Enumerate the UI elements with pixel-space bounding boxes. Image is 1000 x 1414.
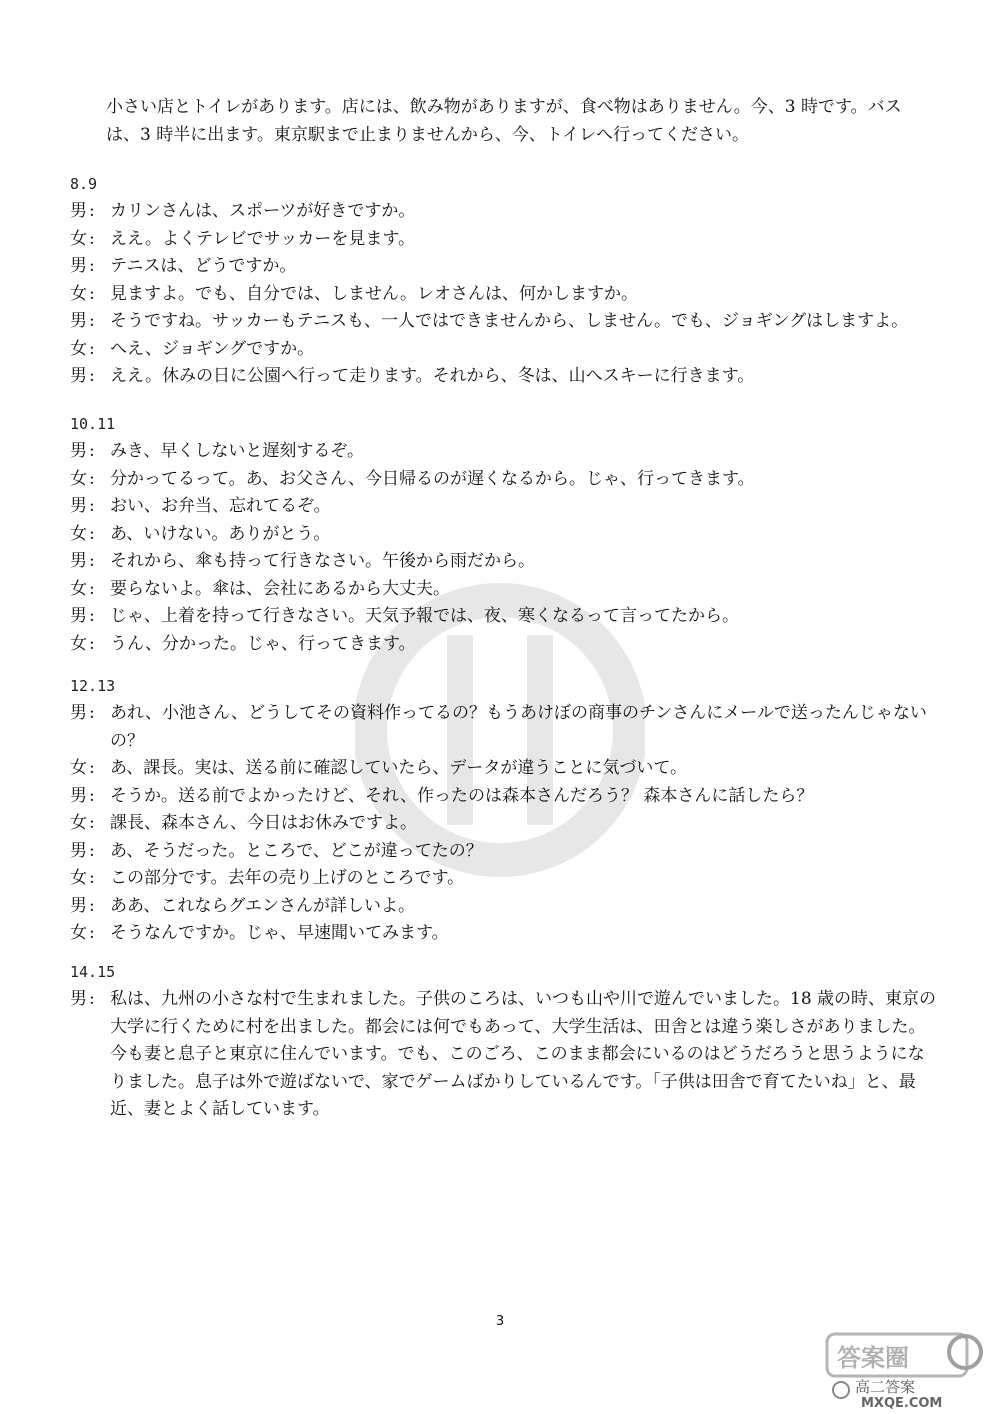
dialogue-line <box>70 986 938 1124</box>
speaker-name: 女 <box>70 578 87 599</box>
speaker-name: 女 <box>70 468 87 489</box>
speaker-name: 男 <box>70 840 87 861</box>
dialogue-text: そうか。送る前でよかったけど、それ、作ったのは森本さんだろう？ 森本さんに話したら？ <box>110 785 814 806</box>
speaker-label: 女 : <box>70 578 95 599</box>
dialogue-text: 課長、森本さん、今日はお休みですよ。 <box>110 813 418 833</box>
dialogue-line <box>70 198 938 226</box>
speaker-name: 男 <box>70 441 87 461</box>
speaker-name: 男 <box>70 703 87 723</box>
dialogue-section <box>70 958 938 1124</box>
speaker-name: 男 <box>70 201 87 221</box>
dialogue-line <box>70 548 938 576</box>
speaker-label: 女 : <box>70 813 95 833</box>
speaker-name: 男 <box>70 311 87 331</box>
section-number: 14.15 <box>70 963 116 981</box>
dialogue-text: へえ、ジョギングですか。 <box>110 338 315 359</box>
intro-line-1: 小さい店とトイレがあります。店には、飲み物がありますが、食べ物はありません。今、3 時です。バス <box>106 97 902 117</box>
dialogue-line <box>70 893 938 921</box>
section-number: 10.11 <box>70 415 116 433</box>
page-number: 3 <box>495 1314 505 1329</box>
speaker-label: 男 : <box>70 551 95 571</box>
dialogue-line <box>70 783 938 811</box>
dialogue-line <box>70 493 938 521</box>
speaker-name: 女 <box>70 228 87 249</box>
dialogue-text: あ、課長。実は、送る前に確認していたら、データが違うことに気づいて。 <box>110 758 687 778</box>
speaker-label: 女 : <box>70 228 95 249</box>
dialogue-line <box>70 466 938 494</box>
dialogue-line <box>70 838 938 866</box>
speaker-name: 男 <box>70 551 87 571</box>
speaker-name: 女 <box>70 758 87 778</box>
speaker-label: 男 : <box>70 895 95 916</box>
dialogue-text: それから、傘も持って行きなさい。午後から雨だから。 <box>110 551 535 571</box>
dialogue-text: この部分です。去年の売り上げのところです。 <box>110 868 465 888</box>
dialogue-section <box>70 672 938 948</box>
speaker-name: 男 <box>70 496 87 516</box>
intro-line-2: は、3 時半に出ます。東京駅まで止まりませんから、今、トイレへ行ってください。 <box>106 125 750 145</box>
dialogue-line <box>70 631 938 659</box>
speaker-name: 女 <box>70 868 87 888</box>
speaker-name: 女 <box>70 633 87 654</box>
speaker-label: 男 : <box>70 366 95 386</box>
dialogue-line <box>70 253 938 281</box>
dialogue-text: ええ。休みの日に公園へ行って走ります。それから、冬は、山へスキーに行きます。 <box>110 366 755 386</box>
dialogue-line <box>70 308 938 336</box>
speaker-label: 男 : <box>70 201 95 221</box>
speaker-label: 男 : <box>70 703 95 723</box>
speaker-label: 男 : <box>70 606 95 626</box>
dialogue-text: あれ、小池さん、どうしてその資料作ってるの？もうあけぼの商事のチンさんにメールで送ったんじゃないの？ <box>110 703 927 751</box>
section-number: 8.9 <box>70 175 98 193</box>
speaker-label: 女 : <box>70 923 95 943</box>
dialogue-text: そうですね。サッカーもテニスも、一人ではできませんから、しません。でも、ジョギングはしますよ。 <box>110 311 909 331</box>
speaker-label: 男 : <box>70 989 95 1009</box>
speaker-name: 女 <box>70 923 87 943</box>
dialogue-text: 分かってるって。あ、お父さん、今日帰るのが遅くなるから。じゃ、行ってきます。 <box>110 468 755 489</box>
speaker-name: 男 <box>70 785 87 806</box>
site-logo <box>825 1330 990 1410</box>
speaker-label: 男 : <box>70 785 95 806</box>
dialogue-text: 要らないよ。傘は、会社にあるから大丈夫。 <box>110 578 450 599</box>
dialogue-text: うん、分かった。じゃ、行ってきます。 <box>110 633 416 654</box>
speaker-label: 女 : <box>70 338 95 359</box>
logo-site-text: MXQE.COM <box>861 1396 943 1410</box>
speaker-name: 男 <box>70 256 87 276</box>
speaker-label: 男 : <box>70 256 95 276</box>
dialogue-section <box>70 410 938 658</box>
section-number: 12.13 <box>70 677 116 695</box>
dialogue-line <box>70 603 938 631</box>
dialogue-text: あ、そうだった。ところで、どこが違ってたの？ <box>110 840 483 861</box>
dialogue-line <box>70 363 938 391</box>
dialogue-line <box>70 810 938 838</box>
dialogue-line <box>70 920 938 948</box>
speaker-label: 男 : <box>70 496 95 516</box>
dialogue-line <box>70 521 938 549</box>
speaker-name: 女 <box>70 283 87 304</box>
dialogue-section <box>70 170 938 391</box>
speaker-name: 男 <box>70 895 87 916</box>
speaker-name: 男 <box>70 989 87 1009</box>
dialogue-text: ああ、これならグエンさんが詳しいよ。 <box>110 895 415 916</box>
dialogue-text: カリンさんは、スポーツが好きですか。 <box>110 201 416 221</box>
speaker-name: 女 <box>70 338 87 359</box>
dialogue-line <box>70 281 938 309</box>
dialogue-text: 私は、九州の小さな村で生まれました。子供のころは、いつも山や川で遊んでいました。18 歳の時、東京の大学に行くために村を出ました。都会には何でもあって、大学生活は、田舎とは違う楽しさがありました。今も妻と息子と東京に住んでいます。でも、このごろ、このまま都会にいるのはどうだろうと思うようになりました。息子は外で遊ばないで、家でゲームばかりしているんです。「子供は田舎で育てたいね」と、最近、妻とよく話しています。 <box>110 989 937 1119</box>
dialogue-text: テニスは、どうですか。 <box>110 256 297 276</box>
speaker-label: 女 : <box>70 468 95 489</box>
dialogue-text: じゃ、上着を持って行きなさい。天気予報では、夜、寒くなるって言ってたから。 <box>110 606 739 626</box>
dialogue-line <box>70 438 938 466</box>
speaker-label: 男 : <box>70 311 95 331</box>
dialogue-line <box>70 700 938 755</box>
speaker-label: 女 : <box>70 633 95 654</box>
speaker-label: 男 : <box>70 441 95 461</box>
dialogue-line <box>70 336 938 364</box>
speaker-label: 女 : <box>70 283 95 304</box>
dialogue-text: ええ。よくテレビでサッカーを見ます。 <box>110 228 415 249</box>
speaker-label: 女 : <box>70 523 95 544</box>
dialogue-text: そうなんですか。じゃ、早速聞いてみます。 <box>110 923 449 943</box>
dialogue-line <box>70 576 938 604</box>
dialogue-text: みき、早くしないと遅刻するぞ。 <box>110 441 364 461</box>
speaker-name: 男 <box>70 366 87 386</box>
speaker-label: 男 : <box>70 840 95 861</box>
dialogue-line <box>70 865 938 893</box>
intro-paragraph <box>70 93 938 149</box>
speaker-name: 女 <box>70 523 87 544</box>
speaker-name: 女 <box>70 813 87 833</box>
dialogue-text: おい、お弁当、忘れてるぞ。 <box>110 496 331 516</box>
logo-top-text: 答案圈 <box>837 1344 909 1372</box>
dialogue-text: 見ますよ。でも、自分では、しません。レオさんは、何かしますか。 <box>110 283 639 304</box>
speaker-name: 男 <box>70 606 87 626</box>
dialogue-text: あ、いけない。ありがとう。 <box>110 523 331 544</box>
dialogue-line <box>70 226 938 254</box>
speaker-label: 女 : <box>70 758 95 778</box>
dialogue-line <box>70 755 938 783</box>
speaker-label: 女 : <box>70 868 95 888</box>
logo-bottom-text: 高二答案 <box>855 1378 916 1396</box>
